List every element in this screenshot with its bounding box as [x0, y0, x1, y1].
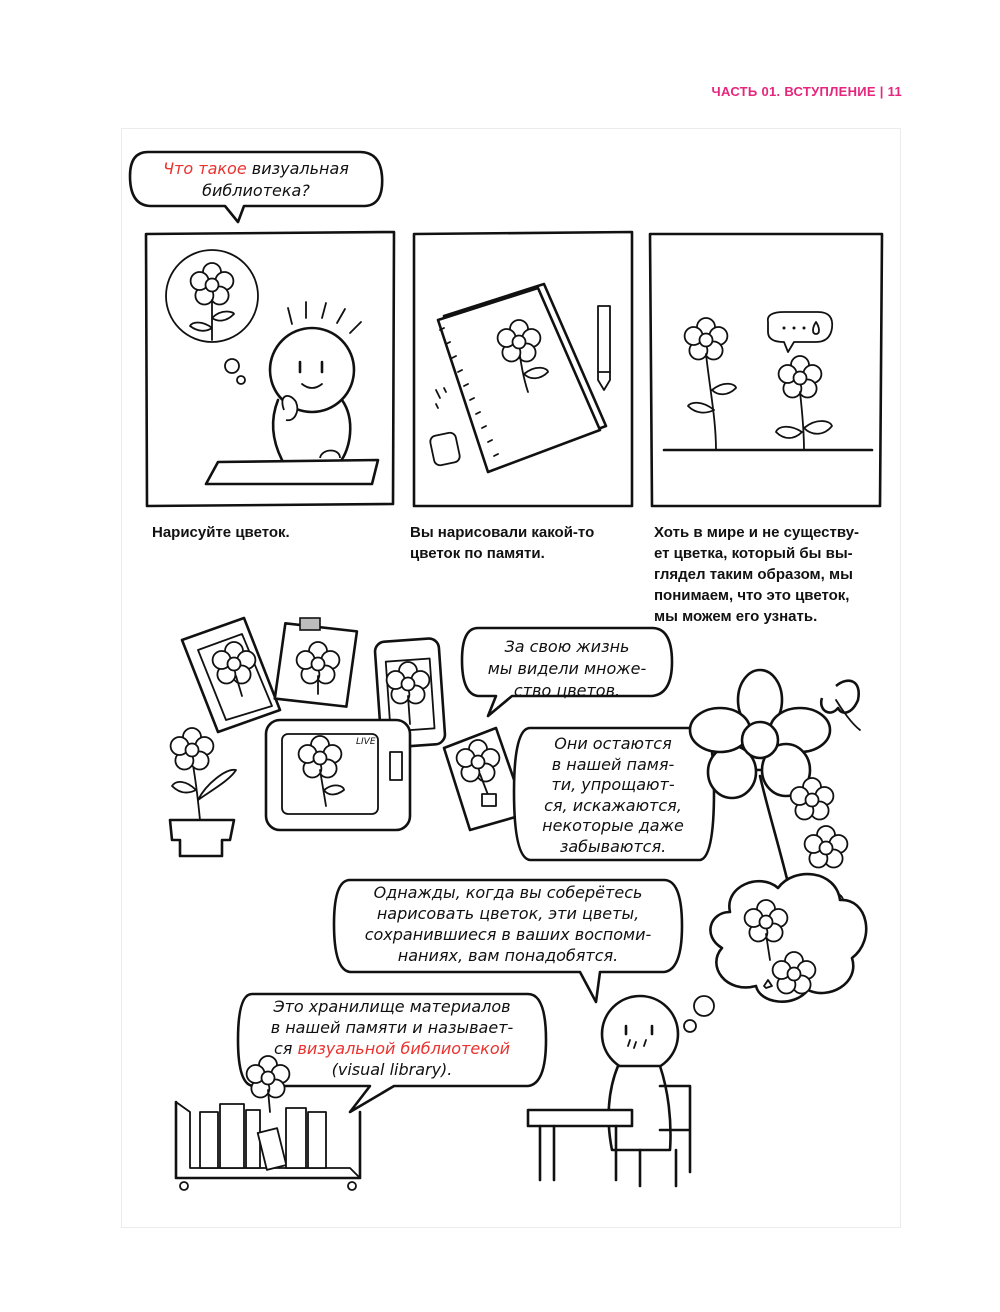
- caption-panel-1: [152, 522, 382, 543]
- bubble-storage-line-2: в нашей памяти и называет-: [270, 1018, 514, 1037]
- character-at-desk: [528, 996, 690, 1186]
- bubble-seen-text: [468, 636, 666, 702]
- bubble-memory-line-1: Они остаются: [554, 734, 672, 753]
- intro-line2: библиотека?: [202, 181, 310, 200]
- bubble-memory-line-3: ти, упрощают-: [551, 775, 675, 794]
- bubble-someday-text: [338, 882, 678, 966]
- bubble-storage-line-4: (visual library).: [331, 1060, 453, 1079]
- bubble-someday-line-3: сохранившиеся в ваших воспоми-: [364, 925, 652, 944]
- caption-panel-3-line-2: ет цветка, который бы вы-: [654, 545, 853, 562]
- caption-panel-2: [410, 522, 646, 564]
- intro-bubble-text: [138, 158, 374, 202]
- caption-panel-3-line-3: глядел таким образом, мы: [654, 566, 853, 583]
- bubble-someday-line-4: наниях, вам понадобятся.: [397, 946, 619, 965]
- caption-panel-3-line-5: мы можем его узнать.: [654, 608, 818, 625]
- visual-library-term: визуальной библиотекой: [297, 1039, 511, 1058]
- panel-3: [650, 234, 882, 506]
- caption-panel-3-line-1: Хоть в мире и не существу-: [654, 524, 860, 541]
- bubble-memory-text: [518, 734, 708, 857]
- bubble-seen-line-1: За свою жизнь: [504, 637, 630, 656]
- intro-part2: визуальная: [246, 159, 349, 178]
- bubble-someday-line-1: Однажды, когда вы соберётесь: [373, 883, 643, 902]
- panel-1: [146, 232, 394, 506]
- intro-accent: Что такое: [163, 159, 247, 178]
- caption-panel-2-line-2: цветок по памяти.: [410, 545, 545, 562]
- bubble-someday-line-2: нарисовать цветок, эти цветы,: [376, 904, 640, 923]
- caption-panel-3-line-4: понимаем, что это цветок,: [654, 587, 850, 604]
- caption-panel-1-text: Нарисуйте цветок.: [152, 524, 290, 541]
- running-head: ЧАСТЬ 01. ВСТУПЛЕНИЕ | 11: [711, 84, 902, 99]
- bubble-storage-text: [240, 996, 544, 1080]
- caption-panel-2-line-1: Вы нарисовали какой-то: [410, 524, 595, 541]
- bubble-storage-line-1: Это хранилище материалов: [273, 997, 511, 1016]
- bubble-storage-line-3-pre: ся: [273, 1039, 298, 1058]
- bubble-seen-line-3: ство цветов.: [513, 681, 621, 700]
- bubble-memory-line-4: ся, искажаются,: [544, 795, 682, 815]
- bubble-memory-line-6: забываются.: [559, 836, 667, 856]
- tv-live-label: LIVE: [356, 737, 376, 747]
- bubble-memory-line-2: в нашей памя-: [551, 754, 675, 774]
- bubble-seen-line-2: мы видели множе-: [487, 659, 647, 678]
- bubble-memory-line-5: некоторые даже: [542, 816, 684, 835]
- thought-cloud: [684, 874, 866, 1032]
- panel-2: [414, 232, 632, 506]
- caption-panel-3: [654, 522, 900, 627]
